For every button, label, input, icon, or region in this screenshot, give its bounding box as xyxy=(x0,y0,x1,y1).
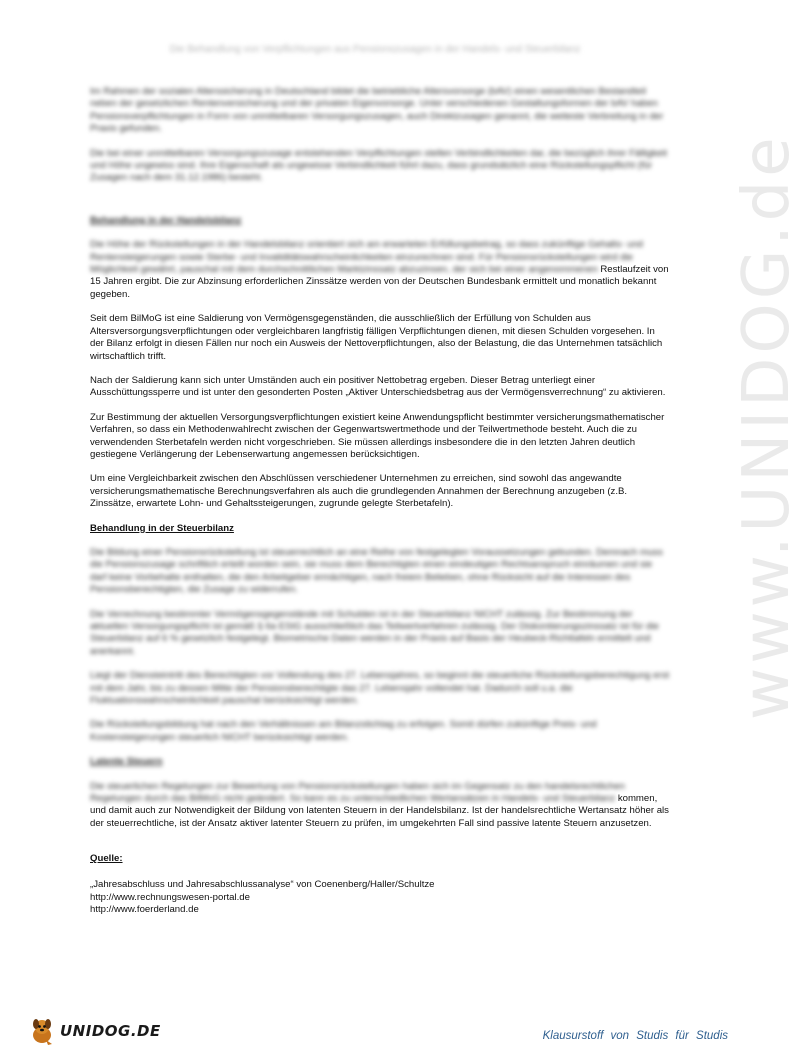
sb-paragraph-1: Die Bildung einer Pensionsrückstellung ist steuerrechtlich an eine Reihe von festgelegten Voraussetzungen gebunden. Demnach muss die Pensionszusage schriftlich erteilt worden sein, sie muss dem Berechtigten einen eindeutigen Rechtsanspruch einräumen und sie darf keine Vorbehalte enthalten, die den Arbeitgeber ermächtigen, nach freiem Belieben, ohne Rücksicht auf die Interessen des Pensionsberechtigten, die Zusage zu widerrufen. xyxy=(90,546,663,596)
ls-paragraph xyxy=(90,781,670,831)
hb-paragraph-5: Um eine Vergleichbarkeit zwischen den Abschlüssen verschiedener Unternehmen zu erreichen, sind sowohl das angewandte versicherungsmathematische Berechnungsverfahren als auch die grundlegenden Annahmen der Berechnung anzugeben (z.B. Zinssätze, erwartete Lohn- und Gehaltssteigerungen, zugrunde gelegte Sterbetafeln). xyxy=(90,473,628,510)
heading-latente-steuern: Latente Steuern xyxy=(90,756,163,768)
dog-mascot-icon xyxy=(28,1016,56,1046)
running-header: Die Behandlung von Verpflichtungen aus Pensionszusagen in der Handels- und Steuerbilanz xyxy=(169,44,581,55)
watermark-text: www.UNIDOG.de xyxy=(730,133,804,720)
sources-title: Quelle: xyxy=(90,853,123,864)
unidog-logo[interactable] xyxy=(28,1014,161,1048)
intro-paragraph-2: Die bei einer unmittelbaren Versorgungszusage entstehenden Verpflichtungen stellen Verbindlichkeiten dar, die bezüglich ihrer Fälligkeit und Höhe ungewiss sind. Ihre Eigenschaft als ungewisse Verbindlichkeit führt dazu, dass grundsätzlich eine Rückstellungspflicht (für Zusagen nach dem 31.12.1986) besteht. xyxy=(90,147,668,184)
heading-steuerbilanz: Behandlung in der Steuerbilanz xyxy=(90,522,234,534)
heading-handelsbilanz: Behandlung in der Handelsbilanz xyxy=(90,214,242,226)
source-link[interactable]: http://www.rechnungswesen-portal.de xyxy=(90,891,250,903)
ls-paragraph-clear: kommen, und damit auch zur Notwendigkeit der Bildung von latenten Steuern in der Handelsbilanz. Ist der handelsrechtliche Wertansatz höher als der steuerrechtliche, ist der Ansatz aktiver latenter Steuern zu prüfen, im umgekehrten Fall sind passive latente Steuern anzusetzen. xyxy=(90,793,669,829)
intro-paragraph-1: Im Rahmen der sozialen Alterssicherung in Deutschland bildet die betriebliche Altersvorsorge (bAV) einen wesentlichen Bestandteil neben der gesetzlichen Rentenversicherung und der privaten Eigenvorsorge. Unter verschiedenen Gestaltungsformen der bAV haben Pensionsverpflichtungen in Form von unmittelbaren Versorgungszusagen, auch Direktzusagen genannt, die weiteste Verbreitung in der Praxis gefunden. xyxy=(90,86,664,135)
sb-paragraph-4: Die Rückstellungsbildung hat nach den Verhältnissen am Bilanzstichtag zu erfolgen. Somit dürfen zukünftige Preis- und Kostensteigerungen steuerlich NICHT berücksichtigt werden. xyxy=(90,719,597,743)
source-item: „Jahresabschluss und Jahresabschlussanalyse“ von Coenenberg/Haller/Schultze xyxy=(90,879,435,891)
logo-text: UNIDOG.DE xyxy=(60,1022,161,1040)
hb-paragraph-2: Seit dem BilMoG ist eine Saldierung von Vermögensgegenständen, die ausschließlich der Erfüllung von Schulden aus Altersversorgungsverpflichtungen oder vergleichbaren langfristig fälligen Verpflichtungen dienen, mit diesen Schulden vorgesehen. In der Bilanz erfolgt in diesen Fällen nur noch ein Ausweis der Nettoverpflichtungen, also der Belastung, die das Unternehmen tatsächlich wirtschaftlich trifft. xyxy=(90,313,663,362)
sources-section xyxy=(90,853,670,917)
hb-paragraph-1-blurred: Die Höhe der Rückstellungen in der Handelsbilanz orientiert sich am erwarteten Erfüllungsbetrag, so dass zukünftige Gehalts- und Rentensteigerungen sowie Sterbe- und Invaliditätswahrscheinlichkeiten einzurechnen sind. Für Pensionsrückstellungen wird die Möglichkeit gewährt, pauschal mit dem durchschnittlichen Marktzinssatz abzuzinsen, der sich bei einer angenommenen xyxy=(90,239,644,276)
hb-paragraph-4: Zur Bestimmung der aktuellen Versorgungsverpflichtungen existiert keine Anwendungspflicht bestimmter versicherungsmathematischer Verfahren, so dass ein Methodenwahlrecht zwischen der Gegenwartswertmethode und der Teilwertmethode besteht. Auch die zu verwendenden Sterbetafeln werden nicht vorgeschrieben. Sie müssen allerdings insbesondere die in den letzten Jahren deutlich gestiegene Verlängerung der Lebenserwartung angemessen berücksichtigen. xyxy=(90,411,665,460)
ls-paragraph-blurred: Die steuerlichen Regelungen zur Bewertung von Pensionsrückstellungen haben sich im Gegensatz zu den handelsrechtlichen Regelungen durch das BilMoG nicht geändert. So kann es zu unterschiedlichen Wertansätzen in Handels- und Steuerbilanz xyxy=(90,780,625,805)
source-link[interactable]: http://www.foerderland.de xyxy=(90,904,199,916)
sb-paragraph-2: Die Verrechnung bestimmter Vermögensgegenstände mit Schulden ist in der Steuerbilanz NICHT zulässig. Zur Bestimmung der aktuellen Versorgungspflicht ist gemäß § 6a EStG ausschließlich das Teilwertverfahren zulässig. Der Diskontierungszinssatz ist für die Steuerbilanz auf 6 % gesetzlich festgelegt. Biometrische Daten werden in der Praxis auf Basis der Heubeck-Richttafeln ermittelt und anerkannt. xyxy=(90,608,659,657)
sb-paragraph-3: Liegt der Diensteintritt des Berechtigten vor Vollendung des 27. Lebensjahres, so beginnt die steuerliche Rückstellungsberechtigung erst mit dem Jahr, bis zu dessen Mitte der Pensionsberechtigte das 27. Lebensjahr vollendet hat. Dadurch soll u.a. die Fluktuationswahrscheinlichkeit pauschal berücksichtigt werden. xyxy=(90,670,670,707)
hb-paragraph-1-clear: Restlaufzeit von 15 Jahren ergibt. Die zur Abzinsung erforderlichen Zinssätze werden von der Deutschen Bundesbank ermittelt und monatlich bekannt gegeben. xyxy=(90,264,669,300)
document-body xyxy=(90,86,670,842)
hb-paragraph-3: Nach der Saldierung kann sich unter Umständen auch ein positiver Nettobetrag ergeben. Dieser Betrag unterliegt einer Ausschüttungssperre und ist unter den gesonderten Posten „Aktiver Unterschiedsbetrag aus der Vermögensverrechnung“ zu aktivieren. xyxy=(90,374,666,399)
hb-paragraph-1 xyxy=(90,239,670,301)
footer-tagline: Klausurstoff von Studis für Studis xyxy=(542,1030,728,1042)
